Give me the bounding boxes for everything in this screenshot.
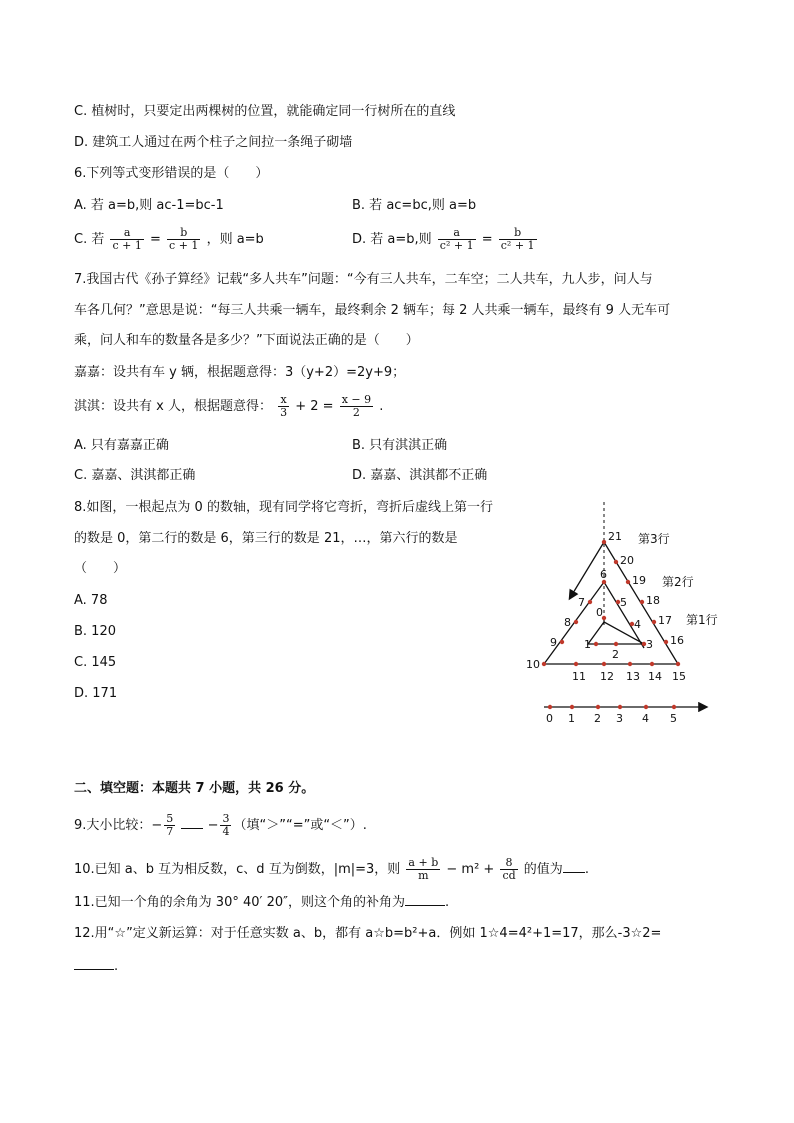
q6-option-d-prefix: D. 若 a=b,则 <box>352 232 432 247</box>
q7-qiqi-prefix: 淇淇：设共有 x 人，根据题意得： <box>74 399 272 414</box>
denominator: m <box>418 869 429 882</box>
axis-point-label: 0 <box>546 712 553 725</box>
q8-option-c: C. 145 <box>74 655 117 670</box>
q7-line-2: 车各几何？”意思是说：“每三人共乘一辆车，最终剩余 2 辆车；每 2 人共乘一辆车，最终有 9 人无车可 <box>74 303 671 318</box>
denominator: 4 <box>222 825 230 838</box>
q9-fraction-1 <box>164 813 175 838</box>
q10-mid: − m² + <box>446 862 495 877</box>
q5-option-d: D. 建筑工人通过在两个柱子之间拉一条绳子砌墙 <box>74 135 353 150</box>
figure-point-label: 14 <box>648 670 662 683</box>
axis-point-dot <box>570 705 574 709</box>
q6-d-fraction-1 <box>438 227 476 252</box>
q6-c-fraction-1 <box>110 227 143 252</box>
figure-point-label: 3 <box>646 638 653 651</box>
numerator: a + b <box>408 856 439 869</box>
q8-option-a: A. 78 <box>74 593 108 608</box>
axis-point-label: 3 <box>616 712 623 725</box>
figure-points <box>526 530 686 683</box>
figure-point-label: 5 <box>620 596 627 609</box>
number-line-marks <box>546 705 677 725</box>
q12-line-2 <box>74 957 118 976</box>
figure-point-dot <box>652 620 656 624</box>
second-triangle <box>544 582 644 664</box>
q8-line-2: 的数是 0，第二行的数是 6，第三行的数是 21，…，第六行的数是 <box>74 531 458 546</box>
row-3-label: 第3行 <box>638 532 670 546</box>
q10-prefix: 10.已知 a、b 互为相反数，c、d 互为倒数，|m|=3，则 <box>74 862 401 877</box>
figure-point-dot <box>602 540 606 544</box>
q12-answer-blank[interactable] <box>74 957 114 970</box>
q7-qiqi-fraction-2 <box>340 394 373 419</box>
axis-point-dot <box>618 705 622 709</box>
figure-point-label: 8 <box>564 616 571 629</box>
figure-point-dot <box>560 640 564 644</box>
q7-qiqi-fraction-1 <box>278 394 289 419</box>
figure-point-label: 4 <box>634 618 641 631</box>
numerator: b <box>167 227 200 240</box>
q10-fraction-1 <box>406 857 440 882</box>
figure-point-dot <box>574 662 578 666</box>
q7-option-b: B. 只有淇淇正确 <box>352 438 448 453</box>
figure-point-label: 16 <box>670 634 684 647</box>
figure-point-label: 19 <box>632 574 646 587</box>
q8-line-1: 8.如图，一根起点为 0 的数轴，现有同学将它弯折，弯折后虚线上第一行 <box>74 500 493 515</box>
q9-suffix: （填“＞”“=”或“＜”）. <box>233 818 367 833</box>
figure-point-label: 2 <box>612 648 619 661</box>
q11 <box>74 893 449 912</box>
q9-prefix: 9.大小比较：− <box>74 818 163 833</box>
equals-sign: = <box>481 232 493 247</box>
figure-point-dot <box>664 640 668 644</box>
q7-option-c: C. 嘉嘉、淇淇都正确 <box>74 468 196 483</box>
q11-end: . <box>445 895 450 910</box>
q9-fraction-2 <box>220 813 231 838</box>
figure-point-dot <box>542 662 546 666</box>
figure-point-label: 1 <box>584 638 591 651</box>
figure-point-label: 11 <box>572 670 586 683</box>
q10-end: . <box>584 862 589 877</box>
figure-point-dot <box>588 600 592 604</box>
q6-option-d <box>352 227 539 252</box>
section-2-title: 二、填空题：本题共 7 小题，共 26 分。 <box>74 781 315 796</box>
q7-line-3: 乘，问人和车的数量各是多少？”下面说法正确的是（ ） <box>74 333 419 348</box>
numerator: x − 9 <box>341 393 372 406</box>
q6-option-a: A. 若 a=b,则 ac-1=bc-1 <box>74 198 224 213</box>
figure-point-label: 7 <box>578 596 585 609</box>
q8-line-3: （ ） <box>74 561 127 576</box>
figure-point-dot <box>594 642 598 646</box>
row-1-label: 第1行 <box>686 613 718 627</box>
figure-point-dot <box>602 662 606 666</box>
axis-point-label: 1 <box>568 712 575 725</box>
q8-folded-number-line-figure <box>526 498 720 726</box>
numerator: b <box>499 227 537 240</box>
q7-qiqi-end: . <box>379 399 384 414</box>
figure-point-dot <box>574 620 578 624</box>
figure-point-dot <box>640 600 644 604</box>
axis-point-dot <box>596 705 600 709</box>
denominator: c² + 1 <box>439 239 474 252</box>
q12-line-1: 12.用“☆”定义新运算：对于任意实数 a、b，都有 a☆b=b²+a．例如 1☆4=4²+1=17，那么-3☆2= <box>74 926 662 941</box>
figure-point-dot <box>614 560 618 564</box>
figure-point-label: 10 <box>526 658 540 671</box>
equals-sign: = <box>150 232 161 247</box>
axis-point-dot <box>672 705 676 709</box>
q6-option-c-prefix: C. 若 <box>74 232 105 247</box>
figure-point-label: 13 <box>626 670 640 683</box>
q7-jiajia-equation: 嘉嘉：设共有车 y 辆，根据题意得：3（y+2）=2y+9； <box>74 365 406 380</box>
figure-point-label: 6 <box>600 568 607 581</box>
q7-qiqi-equation <box>74 394 383 419</box>
q6-option-c-suffix: ，则 a=b <box>206 232 264 247</box>
denominator: 7 <box>166 825 174 838</box>
numerator: 3 <box>222 812 230 825</box>
q8-option-d: D. 171 <box>74 686 118 701</box>
figure-point-label: 20 <box>620 554 634 567</box>
q10-answer-blank[interactable] <box>563 860 585 873</box>
figure-point-dot <box>614 642 618 646</box>
numerator: 5 <box>166 812 174 825</box>
q7-line-1: 7.我国古代《孙子算经》记载“多人共车”问题：“今有三人共车，二车空；二人共车，九人步，问人与 <box>74 272 653 287</box>
numerator: a <box>438 227 476 240</box>
figure-point-label: 18 <box>646 594 660 607</box>
axis-point-label: 5 <box>670 712 677 725</box>
figure-point-label: 0 <box>596 606 603 619</box>
q11-answer-blank[interactable] <box>405 893 445 906</box>
figure-point-label: 9 <box>550 636 557 649</box>
q6-stem: 6.下列等式变形错误的是（ ） <box>74 166 269 181</box>
row-2-label: 第2行 <box>662 575 694 589</box>
numerator: x <box>278 394 289 407</box>
q7-option-a: A. 只有嘉嘉正确 <box>74 438 169 453</box>
figure-point-dot <box>628 662 632 666</box>
q10 <box>74 857 589 882</box>
q9 <box>74 813 367 838</box>
denominator: c + 1 <box>169 239 199 252</box>
denominator: cd <box>502 869 516 882</box>
denominator: 3 <box>280 406 288 419</box>
q10-fraction-2 <box>500 857 517 882</box>
q6-c-fraction-2 <box>167 227 200 252</box>
numerator: a <box>110 227 143 240</box>
denominator: c² + 1 <box>500 239 535 252</box>
q6-option-c <box>74 227 264 252</box>
axis-point-dot <box>548 705 552 709</box>
q10-suffix: 的值为 <box>523 862 563 877</box>
axis-point-label: 2 <box>594 712 601 725</box>
q11-text: 11.已知一个角的余角为 30° 40′ 20″，则这个角的补角为 <box>74 895 406 910</box>
q12-end: . <box>114 959 119 974</box>
q6-option-b: B. 若 ac=bc,则 a=b <box>352 198 477 213</box>
denominator: c + 1 <box>112 239 142 252</box>
q7-option-d: D. 嘉嘉、淇淇都不正确 <box>352 468 488 483</box>
figure-point-dot <box>626 580 630 584</box>
figure-point-label: 17 <box>658 614 672 627</box>
figure-point-label: 15 <box>672 670 686 683</box>
figure-point-dot <box>650 662 654 666</box>
q6-d-fraction-2 <box>499 227 537 252</box>
q7-qiqi-mid: + 2 = <box>295 399 334 414</box>
figure-point-label: 21 <box>608 530 622 543</box>
figure-point-dot <box>676 662 680 666</box>
q5-option-c: C. 植树时，只要定出两棵树的位置，就能确定同一行树所在的直线 <box>74 104 456 119</box>
q8-option-b: B. 120 <box>74 624 116 639</box>
denominator: 2 <box>352 406 360 419</box>
axis-point-dot <box>644 705 648 709</box>
numerator: 8 <box>500 857 517 870</box>
q9-mid: − <box>207 818 219 833</box>
figure-point-label: 12 <box>600 670 614 683</box>
q9-answer-blank[interactable] <box>181 816 203 829</box>
axis-point-label: 4 <box>642 712 649 725</box>
